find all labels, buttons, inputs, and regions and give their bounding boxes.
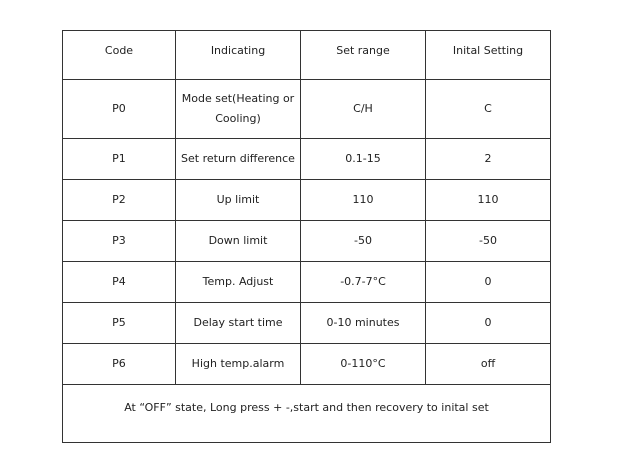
initial-setting-cell: C — [426, 80, 551, 139]
indicating-cell: Temp. Adjust — [176, 262, 301, 303]
code-cell: P3 — [63, 221, 176, 262]
code-cell: P0 — [63, 80, 176, 139]
header-indicating: Indicating — [176, 31, 301, 80]
code-cell: P1 — [63, 139, 176, 180]
indicating-cell: High temp.alarm — [176, 344, 301, 385]
indicating-cell: Mode set(Heating or Cooling) — [176, 80, 301, 139]
table-row — [63, 180, 551, 221]
table-row — [63, 262, 551, 303]
header-code: Code — [63, 31, 176, 80]
initial-setting-cell: 0 — [426, 303, 551, 344]
initial-setting-cell: 110 — [426, 180, 551, 221]
table-row — [63, 139, 551, 180]
indicating-cell: Delay start time — [176, 303, 301, 344]
indicating-cell: Down limit — [176, 221, 301, 262]
code-cell: P2 — [63, 180, 176, 221]
code-cell: P5 — [63, 303, 176, 344]
table-footer-row — [63, 385, 551, 443]
table-row — [63, 221, 551, 262]
header-initial-setting: Inital Setting — [426, 31, 551, 80]
set-range-cell: 0-10 minutes — [301, 303, 426, 344]
set-range-cell: C/H — [301, 80, 426, 139]
indicating-cell: Up limit — [176, 180, 301, 221]
set-range-cell: -50 — [301, 221, 426, 262]
code-cell: P4 — [63, 262, 176, 303]
table-row — [63, 344, 551, 385]
table-row — [63, 80, 551, 139]
header-set-range: Set range — [301, 31, 426, 80]
set-range-cell: 0.1-15 — [301, 139, 426, 180]
initial-setting-cell: 2 — [426, 139, 551, 180]
initial-setting-cell: 0 — [426, 262, 551, 303]
set-range-cell: 0-110°C — [301, 344, 426, 385]
parameter-table — [62, 30, 551, 443]
indicating-cell: Set return difference — [176, 139, 301, 180]
table-header-row — [63, 31, 551, 80]
table-row — [63, 303, 551, 344]
initial-setting-cell: off — [426, 344, 551, 385]
set-range-cell: 110 — [301, 180, 426, 221]
footer-note: At “OFF” state, Long press + -,start and then recovery to inital set — [63, 385, 551, 443]
set-range-cell: -0.7-7°C — [301, 262, 426, 303]
code-cell: P6 — [63, 344, 176, 385]
initial-setting-cell: -50 — [426, 221, 551, 262]
